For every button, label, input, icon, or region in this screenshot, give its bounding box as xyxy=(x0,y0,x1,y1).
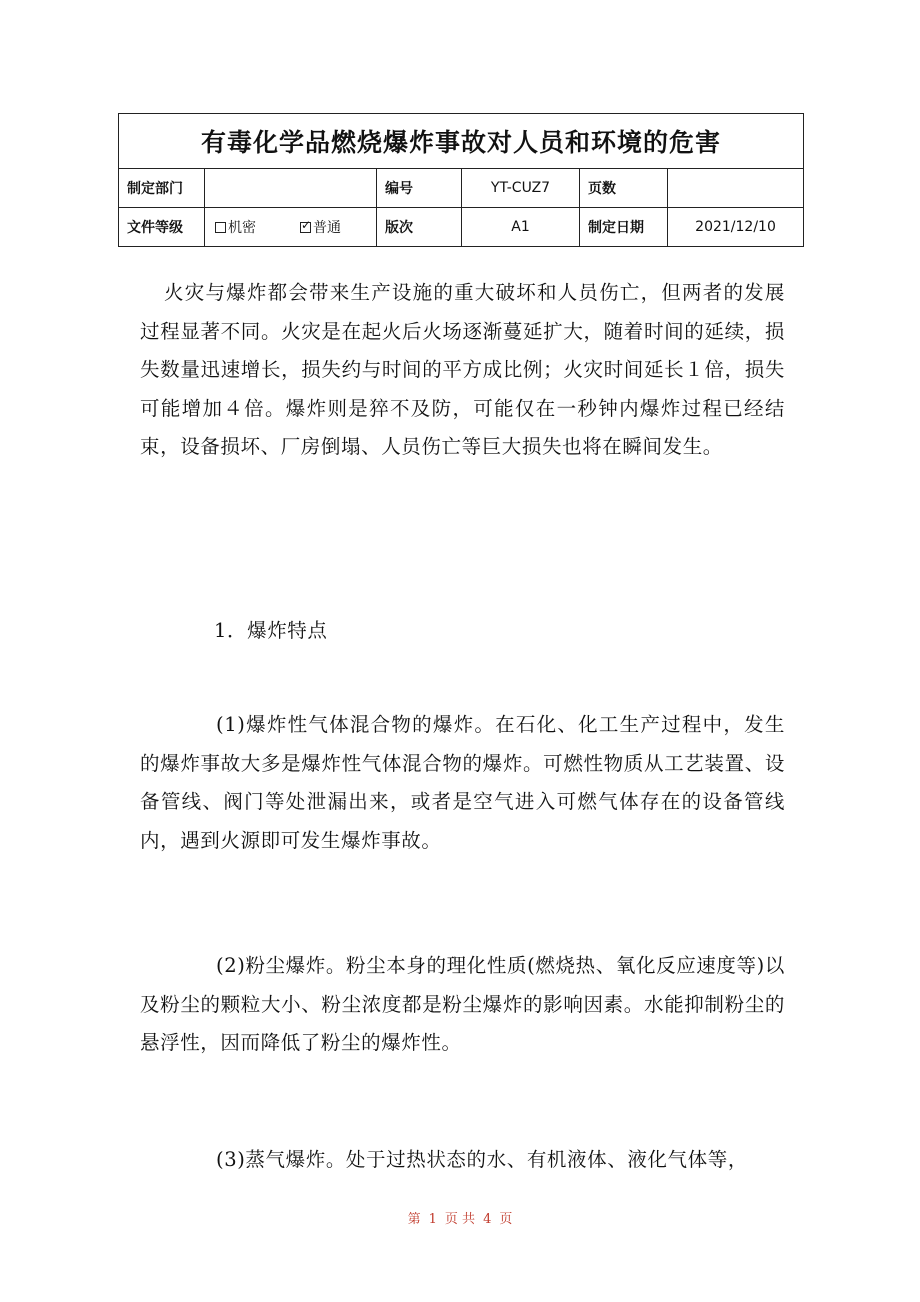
footer-suffix: 页 xyxy=(499,1212,513,1227)
footer-page-number: 1 xyxy=(428,1212,437,1227)
item-2-paragraph: (2)粉尘爆炸。粉尘本身的理化性质(燃烧热、氧化反应速度等)以及粉尘的颗粒大小、粉尘浓度都是粉尘爆炸的影响因素。水能抑制粉尘的悬浮性，因而降低了粉尘的爆炸性。 xyxy=(140,954,785,1054)
normal-option-label: 普通 xyxy=(313,220,341,236)
level-options xyxy=(205,208,377,247)
date-label: 制定日期 xyxy=(580,208,668,247)
dept-value xyxy=(205,169,377,208)
document-title: 有毒化学品燃烧爆炸事故对人员和环境的危害 xyxy=(119,114,804,169)
intro-paragraph: 火灾与爆炸都会带来生产设施的重大破坏和人员伤亡，但两者的发展过程显著不同。火灾是在起火后火场逐渐蔓延扩大，随着时间的延续，损失数量迅速增长，损失约与时间的平方成比例；火灾时间延长１倍，损失可能增加４倍。爆炸则是猝不及防，可能仅在一秒钟内爆炸过程已经结束，设备损坏、厂房倒塌、人员伤亡等巨大损失也将在瞬间发生。 xyxy=(140,281,785,458)
secret-option-label: 机密 xyxy=(228,220,256,236)
code-value: YT-CUZ7 xyxy=(462,169,580,208)
pages-value xyxy=(668,169,804,208)
secret-checkbox-icon xyxy=(215,222,226,233)
level-label: 文件等级 xyxy=(119,208,205,247)
section-heading: 1．爆炸特点 xyxy=(214,619,328,642)
pages-label: 页数 xyxy=(580,169,668,208)
date-value: 2021/12/10 xyxy=(668,208,804,247)
code-label: 编号 xyxy=(377,169,462,208)
footer-mid: 页 共 xyxy=(444,1212,476,1227)
page-footer xyxy=(0,1208,920,1227)
normal-checkbox-checked-icon xyxy=(300,222,311,233)
item-3-paragraph: (3)蒸气爆炸。处于过热状态的水、有机液体、液化气体等， xyxy=(216,1148,748,1171)
version-label: 版次 xyxy=(377,208,462,247)
footer-total-pages: 4 xyxy=(483,1212,492,1227)
footer-prefix: 第 xyxy=(407,1212,421,1227)
dept-label: 制定部门 xyxy=(119,169,205,208)
item-1-paragraph: (1)爆炸性气体混合物的爆炸。在石化、化工生产过程中，发生的爆炸事故大多是爆炸性气体混合物的爆炸。可燃性物质从工艺装置、设备管线、阀门等处泄漏出来，或者是空气进入可燃气体存在的设备管线内，遇到火源即可发生爆炸事故。 xyxy=(140,713,785,852)
document-header-table xyxy=(118,113,804,247)
version-value: A1 xyxy=(462,208,580,247)
